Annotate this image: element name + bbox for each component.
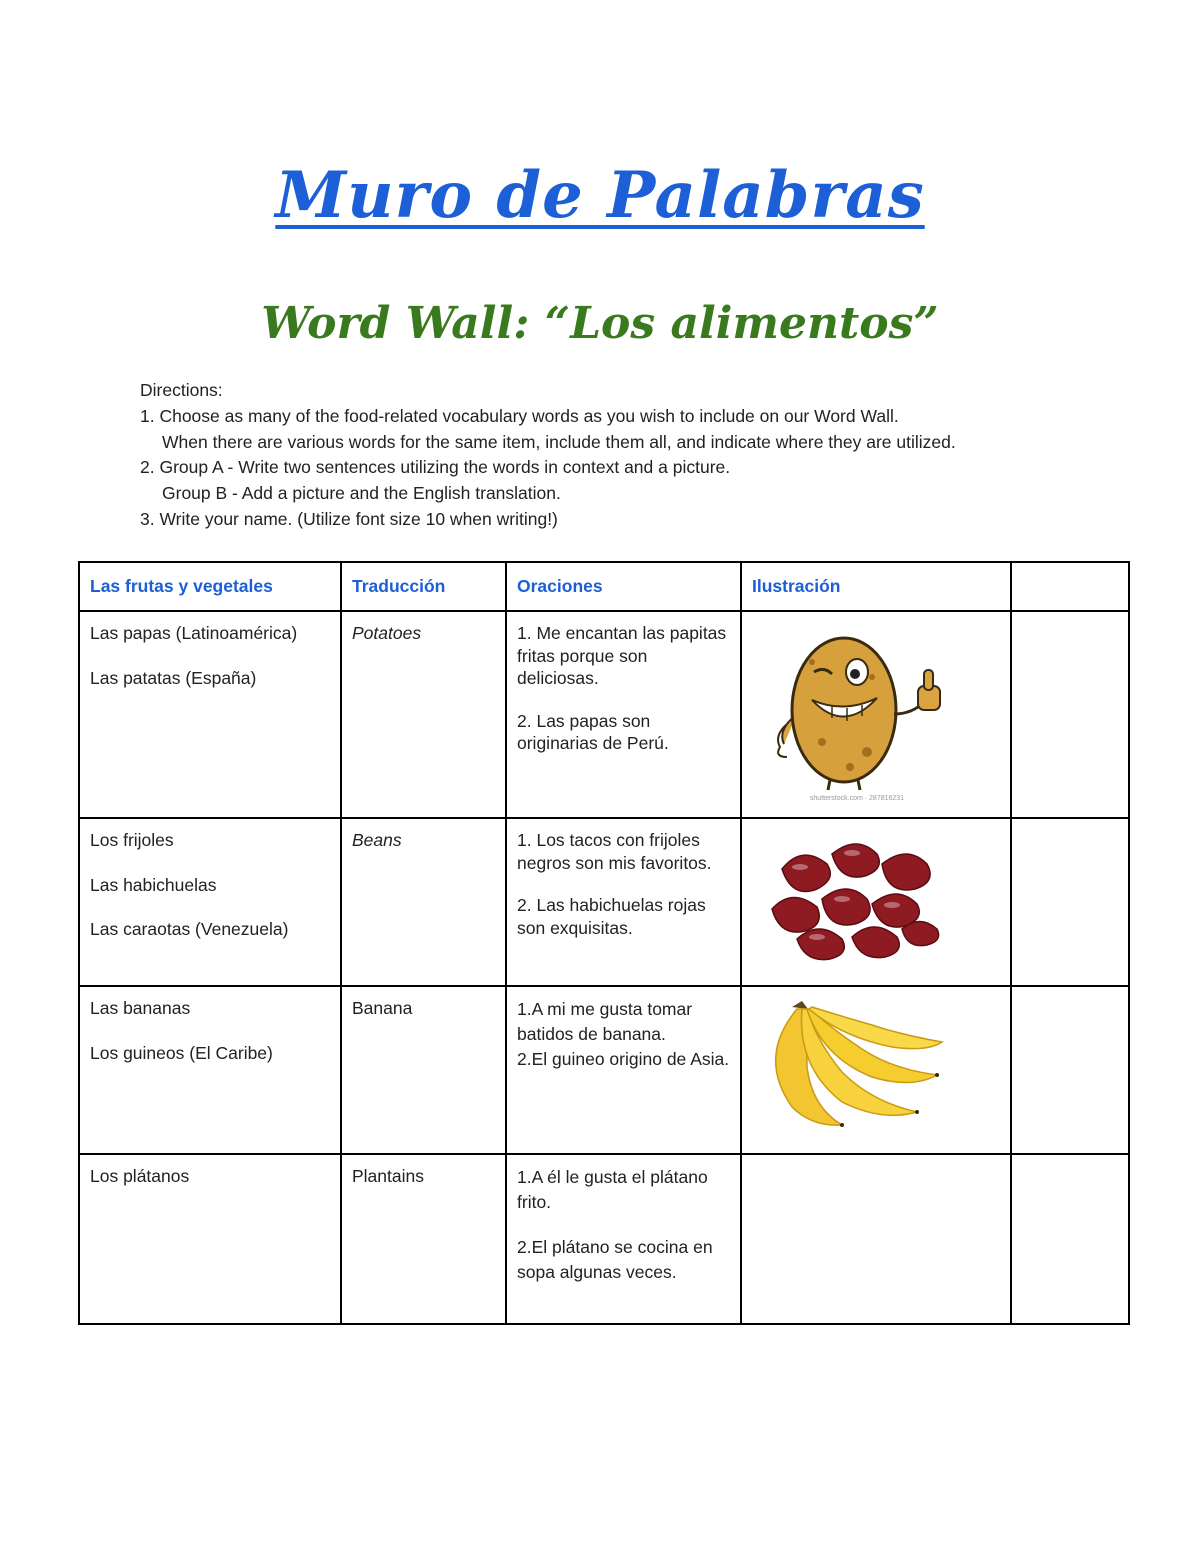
sentence: 1.A él le gusta el plátano frito. [517, 1167, 708, 1212]
word: Las papas (Latinoamérica) [90, 623, 298, 643]
red-beans-image [752, 829, 952, 969]
translation-cell: Potatoes [341, 611, 506, 818]
illustration-cell [741, 818, 1011, 986]
table-row [79, 818, 1129, 986]
illustration-cell [741, 986, 1011, 1154]
header-empty [1011, 562, 1129, 611]
extra-cell [1011, 818, 1129, 986]
extra-cell [1011, 986, 1129, 1154]
translation-cell: Beans [341, 818, 506, 986]
translation-cell: Banana [341, 986, 506, 1154]
table-row [79, 986, 1129, 1154]
sentences-cell [506, 986, 741, 1154]
sentences-cell [506, 611, 741, 818]
illustration-cell [741, 1154, 1011, 1324]
sentence: 1. Los tacos con frijoles negros son mis favoritos. [517, 830, 712, 873]
word: Los plátanos [90, 1166, 190, 1186]
sentence: 1.A mi me gusta tomar batidos de banana. [517, 999, 693, 1044]
header-traduccion: Traducción [341, 562, 506, 611]
sentence: 1. Me encantan las papitas fritas porque son deliciosas. [517, 623, 727, 688]
sentences-cell [506, 818, 741, 986]
directions-step-2: 2. Group A - Write two sentences utilizing the words in context and a picture. [140, 457, 731, 478]
directions-step-2-detail: Group B - Add a picture and the English translation. [162, 483, 561, 504]
word-wall-table [78, 561, 1130, 1325]
header-frutas: Las frutas y vegetales [79, 562, 341, 611]
sentence: 2.El plátano se cocina en sopa algunas veces. [517, 1237, 713, 1282]
page-title: Muro de Palabras [275, 158, 925, 233]
sentence: 2.El guineo origino de Asia. [517, 1049, 730, 1069]
table-header-row [79, 562, 1129, 611]
image-caption: shutterstock.com · 287816231 [809, 795, 905, 802]
sentence: 2. Las papas son originarias de Perú. [517, 710, 669, 753]
word: Las habichuelas [90, 874, 217, 895]
page-subtitle: Word Wall: “Los alimentos” [261, 298, 939, 349]
header-ilustracion: Ilustración [741, 562, 1011, 611]
word: Los guineos (El Caribe) [90, 1042, 273, 1063]
banana-bunch-image [752, 997, 952, 1137]
header-oraciones: Oraciones [506, 562, 741, 611]
sentence: 2. Las habichuelas rojas son exquisitas. [517, 895, 706, 938]
sentences-cell [506, 1154, 741, 1324]
directions-heading: Directions: [140, 380, 223, 400]
translation-cell: Plantains [341, 1154, 506, 1324]
extra-cell [1011, 1154, 1129, 1324]
word: Las caraotas (Venezuela) [90, 919, 289, 939]
table-row [79, 1154, 1129, 1324]
word: Las bananas [90, 998, 191, 1018]
words-cell [79, 818, 341, 986]
words-cell [79, 1154, 341, 1324]
potato-cartoon-image [752, 622, 952, 802]
directions-step-1-detail: When there are various words for the same item, include them all, and indicate where they are utilized. [162, 431, 956, 452]
directions-step-1: 1. Choose as many of the food-related vocabulary words as you wish to include on our Word Wall. [140, 405, 899, 426]
words-cell [79, 986, 341, 1154]
illustration-cell [741, 611, 1011, 818]
table-row [79, 611, 1129, 818]
word: Las patatas (España) [90, 667, 257, 688]
extra-cell [1011, 611, 1129, 818]
directions [140, 378, 1100, 533]
word: Los frijoles [90, 830, 174, 850]
directions-step-3: 3. Write your name. (Utilize font size 10 when writing!) [140, 508, 558, 529]
words-cell [79, 611, 341, 818]
